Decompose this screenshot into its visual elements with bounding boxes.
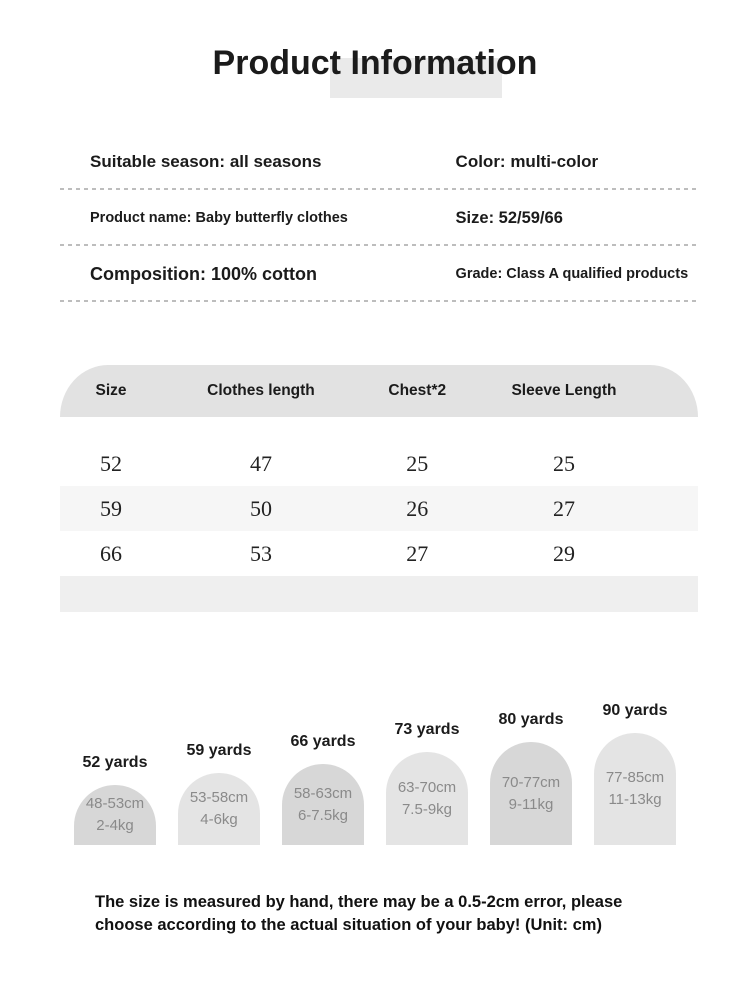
size-item-52 [74, 754, 156, 845]
size-table-body [60, 441, 698, 612]
cell-clothes-length: 50 [249, 495, 272, 521]
title-section [0, 0, 750, 110]
size-item-label: 52 yards [82, 754, 148, 771]
height-range: 58-63cm [293, 784, 353, 802]
height-range: 63-70cm [397, 778, 457, 796]
cell-sleeve-length: 27 [552, 495, 575, 521]
measurement-note: The size is measured by hand, there may be a 0.5-2cm error, please choose according to the actual situation of your baby! (Unit: cm) [95, 893, 623, 935]
size-item-73 [386, 721, 468, 845]
cell-chest: 25 [406, 450, 429, 476]
product-name-label: Product name: Baby butterfly clothes [90, 210, 348, 226]
cell-clothes-length: 53 [249, 540, 272, 566]
size-arch [386, 752, 468, 845]
cell-sleeve-length: 25 [552, 450, 575, 476]
grade-label: Grade: Class A qualified products [455, 266, 689, 282]
size-item-label: 73 yards [394, 721, 460, 738]
cell-size: 66 [100, 540, 123, 566]
info-row-season-color [60, 134, 698, 190]
col-header-clothes-length: Clothes length [207, 382, 315, 399]
col-header-size: Size [95, 382, 127, 399]
size-arch [178, 773, 260, 845]
size-arch [490, 742, 572, 845]
size-item-label: 66 yards [290, 733, 356, 750]
suitable-season-label: Suitable season: all seasons [90, 152, 322, 171]
cell-clothes-length: 47 [249, 450, 272, 476]
product-info-list [60, 134, 698, 302]
size-item-59 [178, 742, 260, 845]
page-title: Product Information [212, 44, 538, 82]
size-item-80 [490, 711, 572, 845]
table-row [60, 441, 698, 486]
cell-sleeve-length: 29 [552, 540, 575, 566]
color-label: Color: multi-color [455, 152, 599, 171]
composition-label: Composition: 100% cotton [90, 263, 318, 284]
weight-range: 9-11kg [508, 795, 554, 813]
height-range: 70-77cm [501, 773, 561, 791]
weight-range: 7.5-9kg [401, 800, 453, 818]
size-chart-row [0, 702, 750, 845]
size-item-90 [594, 702, 676, 845]
weight-range: 11-13kg [608, 791, 662, 808]
cell-chest: 27 [406, 540, 429, 566]
cell-size: 59 [100, 495, 123, 521]
info-row-composition-grade [60, 246, 698, 302]
size-item-label: 80 yards [498, 711, 564, 728]
cell-size: 52 [100, 450, 123, 476]
table-empty-band [60, 576, 698, 612]
table-row [60, 486, 698, 531]
size-arch [594, 733, 676, 845]
info-row-name-size [60, 190, 698, 246]
weight-range: 4-6kg [200, 811, 238, 828]
height-range: 53-58cm [189, 789, 249, 807]
size-arch [74, 785, 156, 845]
size-table-header [60, 365, 698, 417]
col-header-sleeve-length: Sleeve Length [511, 382, 617, 399]
size-arch [282, 764, 364, 845]
table-row [60, 531, 698, 576]
size-item-label: 59 yards [186, 742, 252, 759]
col-header-chest: Chest*2 [388, 382, 447, 399]
height-range: 77-85cm [605, 769, 665, 787]
height-range: 48-53cm [85, 795, 145, 813]
weight-range: 2-4kg [96, 817, 134, 834]
size-table [60, 365, 698, 612]
size-item-label: 90 yards [602, 702, 668, 719]
weight-range: 6-7.5kg [297, 806, 349, 824]
size-item-66 [282, 733, 364, 845]
cell-chest: 26 [406, 495, 429, 521]
size-label: Size: 52/59/66 [455, 208, 563, 227]
